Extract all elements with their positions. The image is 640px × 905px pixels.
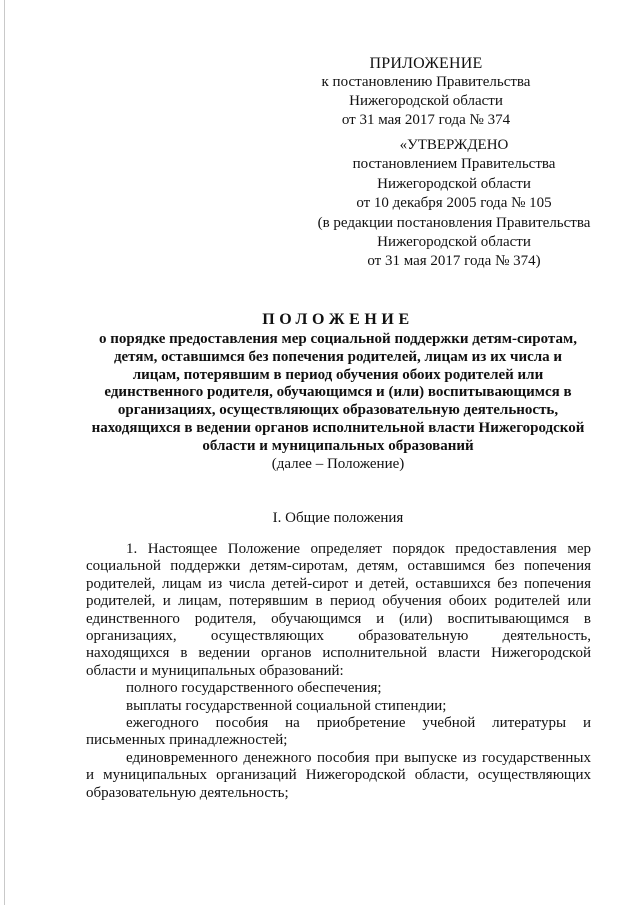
subtitle-line: единственного родителя, обучающимся и (или) воспитывающимся в bbox=[104, 384, 572, 401]
appendix-line: Нижегородской области bbox=[349, 93, 503, 109]
approval-line: от 10 декабря 2005 года № 105 bbox=[356, 195, 552, 212]
list-item-line: единовременного денежного пособия при выпуске из государственных bbox=[126, 749, 591, 766]
paragraph-line: родителей, лицам из числа детей-сирот и детей, оставшихся без попечения bbox=[86, 575, 591, 592]
document-header bbox=[86, 309, 590, 473]
paragraph-line: социальной поддержки детям-сиротам, детям, оставшимся без попечения bbox=[86, 558, 591, 575]
approval-line: Нижегородской области bbox=[377, 234, 531, 251]
section-heading: I. Общие положения bbox=[272, 510, 404, 526]
list-item: выплаты государственной социальной стипендии; bbox=[126, 697, 447, 714]
paragraph-line: единственного родителя, обучающимся и (или) воспитывающимся в bbox=[86, 610, 591, 627]
appendix-line: к постановлению Правительства bbox=[321, 74, 531, 90]
approval-line: от 31 мая 2017 года № 374) bbox=[367, 253, 541, 270]
list-item: полного государственного обеспечения; bbox=[126, 680, 382, 697]
appendix-line: от 31 мая 2017 года № 374 bbox=[341, 112, 511, 128]
list-item-line: и муниципальных организаций Нижегородской области, осуществляющих bbox=[86, 767, 591, 784]
appendix-title: ПРИЛОЖЕНИЕ bbox=[369, 55, 483, 72]
subtitle-line: области и муниципальных образований bbox=[202, 437, 474, 454]
paragraph-line: области и муниципальных образований: bbox=[86, 662, 344, 679]
appendix-block bbox=[300, 54, 552, 130]
subtitle-line: лицам, потерявшим в период обучения обоих родителей или bbox=[132, 366, 544, 383]
document-title: ПОЛОЖЕНИЕ bbox=[262, 311, 414, 328]
subtitle-line: организациях, осуществляющих образовательную деятельность, bbox=[117, 402, 559, 419]
approval-block bbox=[306, 136, 602, 272]
subtitle-line: детям, оставшимся без попечения родителей, лицам из их числа и bbox=[113, 348, 563, 365]
subtitle-line: находящихся в ведении органов исполнительной власти Нижегородской bbox=[91, 419, 585, 436]
section-body bbox=[86, 541, 591, 802]
approval-line: постановлением Правительства bbox=[352, 156, 556, 173]
approval-line: (в редакции постановления Правительства bbox=[317, 214, 591, 231]
list-item-line: ежегодного пособия на приобретение учебной литературы и bbox=[126, 715, 591, 732]
paragraph-line: организациях, осуществляющих образовательную деятельность, bbox=[86, 628, 591, 645]
list-item-line: письменных принадлежностей; bbox=[86, 732, 288, 749]
document-subtitle bbox=[86, 331, 590, 456]
paragraph-line: 1. Настоящее Положение определяет порядок предоставления мер bbox=[126, 541, 591, 557]
paragraph-line: находящихся в ведении органов исполнительной власти Нижегородской bbox=[86, 645, 591, 662]
subtitle-line: о порядке предоставления мер социальной поддержки детям-сиротам, bbox=[99, 331, 577, 347]
approval-title: «УТВЕРЖДЕНО bbox=[399, 137, 509, 153]
approval-line: Нижегородской области bbox=[377, 175, 531, 192]
paragraph-line: родителей, и лицам, потерявшим в период обучения обоих родителей или bbox=[86, 593, 591, 610]
document-note: (далее – Положение) bbox=[271, 455, 405, 472]
list-item-line: образовательную деятельность; bbox=[86, 784, 289, 801]
